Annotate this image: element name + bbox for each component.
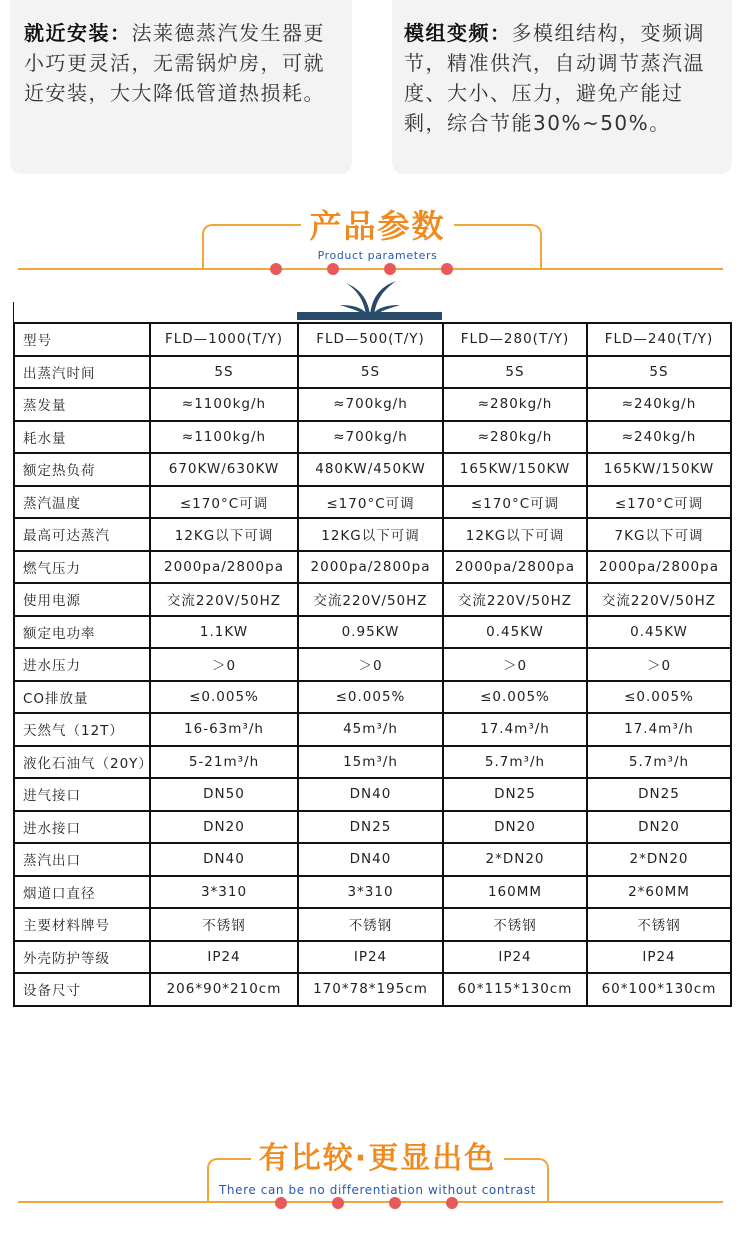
row-label: 主要材料牌号 <box>14 908 150 941</box>
row-label: CO排放量 <box>14 681 150 714</box>
table-cell: 不锈钢 <box>150 908 298 941</box>
table-cell: ≤170°C可调 <box>150 486 298 519</box>
table-cell: 60*115*130cm <box>443 973 587 1006</box>
table-cell: 5.7m³/h <box>443 746 587 779</box>
table-cell: FLD—280(T/Y) <box>443 323 587 356</box>
table-cell: DN20 <box>443 811 587 844</box>
table-row <box>14 843 731 876</box>
table-cell: IP24 <box>443 941 587 974</box>
table-cell: ≤0.005% <box>587 681 731 714</box>
table-cell: 165KW/150KW <box>587 453 731 486</box>
table-cell: 7KG以下可调 <box>587 518 731 551</box>
row-label: 最高可达蒸汽 <box>14 518 150 551</box>
red-dot <box>270 263 282 275</box>
red-dot <box>327 263 339 275</box>
row-label: 蒸汽温度 <box>14 486 150 519</box>
parameter-table <box>13 322 730 1007</box>
row-label: 烟道口直径 <box>14 876 150 909</box>
table-cell: 5S <box>587 356 731 389</box>
table-cell: 16-63m³/h <box>150 713 298 746</box>
header-line <box>18 268 723 270</box>
table-cell: 206*90*210cm <box>150 973 298 1006</box>
row-label: 燃气压力 <box>14 551 150 584</box>
table-row <box>14 551 731 584</box>
table-cell: 3*310 <box>150 876 298 909</box>
row-label: 进水接口 <box>14 811 150 844</box>
table-cell: 2000pa/2800pa <box>443 551 587 584</box>
section-subtitle: Product parameters <box>317 249 438 262</box>
table-cell: ≈700kg/h <box>298 388 443 421</box>
table-cell: 160MM <box>443 876 587 909</box>
table-cell: ≤0.005% <box>150 681 298 714</box>
feature-title: 就近安装： <box>24 21 132 45</box>
table-cell: 480KW/450KW <box>298 453 443 486</box>
feature-body: 多模组结构，变频调节，精准供汽，自动调节蒸汽温度、大小、压力，避免产能过剩，综合节能30%~50%。 <box>404 21 705 135</box>
table-cell: ≈700kg/h <box>298 421 443 454</box>
table-cell: 不锈钢 <box>443 908 587 941</box>
row-label: 型号 <box>14 323 150 356</box>
table-cell: 交流220V/50HZ <box>298 583 443 616</box>
table-cell: ≤170°C可调 <box>298 486 443 519</box>
row-label: 外壳防护等级 <box>14 941 150 974</box>
table-row <box>14 811 731 844</box>
feature-text <box>404 18 720 138</box>
table-cell: DN25 <box>443 778 587 811</box>
parameter-table-grid <box>13 322 732 1007</box>
table-cell: 2*60MM <box>587 876 731 909</box>
table-cell: ≤0.005% <box>443 681 587 714</box>
table-row <box>14 453 731 486</box>
table-cell: 5S <box>443 356 587 389</box>
table-row <box>14 486 731 519</box>
row-label: 使用电源 <box>14 583 150 616</box>
table-cell: ≈1100kg/h <box>150 421 298 454</box>
table-cell: 0.45KW <box>443 616 587 649</box>
row-label: 额定热负荷 <box>14 453 150 486</box>
table-cell: DN20 <box>587 811 731 844</box>
table-row <box>14 681 731 714</box>
table-cell: 2000pa/2800pa <box>587 551 731 584</box>
table-cell: 交流220V/50HZ <box>150 583 298 616</box>
table-cell: ≈280kg/h <box>443 388 587 421</box>
feature-card-frequency <box>392 0 732 174</box>
table-cell: ≤0.005% <box>298 681 443 714</box>
table-cell: 5-21m³/h <box>150 746 298 779</box>
table-cell: 0.95KW <box>298 616 443 649</box>
feature-text <box>24 18 338 108</box>
table-cell: 0.45KW <box>587 616 731 649</box>
table-cell: 12KG以下可调 <box>443 518 587 551</box>
table-cell: 12KG以下可调 <box>298 518 443 551</box>
red-dot <box>389 1197 401 1209</box>
red-dot <box>275 1197 287 1209</box>
table-cell: 15m³/h <box>298 746 443 779</box>
table-cell: 5S <box>298 356 443 389</box>
feature-title: 模组变频： <box>404 21 512 45</box>
table-cell: ≈240kg/h <box>587 388 731 421</box>
table-cell: ＞0 <box>443 648 587 681</box>
table-row <box>14 421 731 454</box>
row-label: 液化石油气（20Y） <box>14 746 150 779</box>
table-cell: ≈240kg/h <box>587 421 731 454</box>
table-cell: 3*310 <box>298 876 443 909</box>
table-cell: 1.1KW <box>150 616 298 649</box>
feature-card-install <box>10 0 352 174</box>
table-row <box>14 973 731 1006</box>
table-row <box>14 713 731 746</box>
table-cell: 670KW/630KW <box>150 453 298 486</box>
table-cell: 45m³/h <box>298 713 443 746</box>
table-cell: ≤170°C可调 <box>587 486 731 519</box>
red-dot <box>384 263 396 275</box>
section-title: 有比较·更显出色 <box>0 1140 755 1178</box>
table-cell: 不锈钢 <box>298 908 443 941</box>
table-cell: ≈280kg/h <box>443 421 587 454</box>
table-row <box>14 616 731 649</box>
table-cell: 17.4m³/h <box>587 713 731 746</box>
table-cell: IP24 <box>150 941 298 974</box>
table-cell: 5.7m³/h <box>587 746 731 779</box>
table-row <box>14 746 731 779</box>
row-label: 蒸发量 <box>14 388 150 421</box>
table-cell: 2000pa/2800pa <box>298 551 443 584</box>
table-row <box>14 778 731 811</box>
table-cell: ＞0 <box>298 648 443 681</box>
row-label: 出蒸汽时间 <box>14 356 150 389</box>
leaf-icon <box>338 281 402 315</box>
table-cell: 165KW/150KW <box>443 453 587 486</box>
table-cell: ＞0 <box>150 648 298 681</box>
table-cell: IP24 <box>298 941 443 974</box>
table-cell: 2*DN20 <box>587 843 731 876</box>
table-cell: ＞0 <box>587 648 731 681</box>
table-cell: DN20 <box>150 811 298 844</box>
table-cell: FLD—500(T/Y) <box>298 323 443 356</box>
table-cell: 2000pa/2800pa <box>150 551 298 584</box>
table-row <box>14 388 731 421</box>
section-subtitle: There can be no differentiation without contrast <box>219 1183 536 1197</box>
table-row <box>14 356 731 389</box>
table-row <box>14 323 731 356</box>
table-cell: 60*100*130cm <box>587 973 731 1006</box>
table-row <box>14 648 731 681</box>
table-cell: 不锈钢 <box>587 908 731 941</box>
row-label: 进水压力 <box>14 648 150 681</box>
table-cell: 170*78*195cm <box>298 973 443 1006</box>
row-label: 进气接口 <box>14 778 150 811</box>
table-cell: DN40 <box>150 843 298 876</box>
table-cell: 12KG以下可调 <box>150 518 298 551</box>
table-row <box>14 518 731 551</box>
table-cell: DN25 <box>587 778 731 811</box>
table-cell: 交流220V/50HZ <box>443 583 587 616</box>
header-line <box>18 1201 723 1203</box>
table-row <box>14 583 731 616</box>
table-row <box>14 941 731 974</box>
table-cell: 2*DN20 <box>443 843 587 876</box>
table-cell: DN50 <box>150 778 298 811</box>
table-cell: 17.4m³/h <box>443 713 587 746</box>
table-row <box>14 908 731 941</box>
table-row <box>14 876 731 909</box>
feature-body: 法莱德蒸汽发生器更小巧更灵活，无需锅炉房，可就近安装，大大降低管道热损耗。 <box>24 21 325 105</box>
table-cell: ≈1100kg/h <box>150 388 298 421</box>
row-label: 设备尺寸 <box>14 973 150 1006</box>
row-label: 天然气（12T） <box>14 713 150 746</box>
table-cell: DN40 <box>298 843 443 876</box>
section-title: 产品参数 <box>0 206 755 246</box>
table-cell: 交流220V/50HZ <box>587 583 731 616</box>
left-marker <box>13 302 14 322</box>
table-cell: 5S <box>150 356 298 389</box>
table-cell: IP24 <box>587 941 731 974</box>
red-dot <box>332 1197 344 1209</box>
table-cell: FLD—240(T/Y) <box>587 323 731 356</box>
table-cell: DN25 <box>298 811 443 844</box>
row-label: 蒸汽出口 <box>14 843 150 876</box>
table-cell: ≤170°C可调 <box>443 486 587 519</box>
red-dot <box>441 263 453 275</box>
table-cell: FLD—1000(T/Y) <box>150 323 298 356</box>
row-label: 耗水量 <box>14 421 150 454</box>
red-dot <box>446 1197 458 1209</box>
table-cell: DN40 <box>298 778 443 811</box>
header-bar <box>297 312 442 320</box>
row-label: 额定电功率 <box>14 616 150 649</box>
